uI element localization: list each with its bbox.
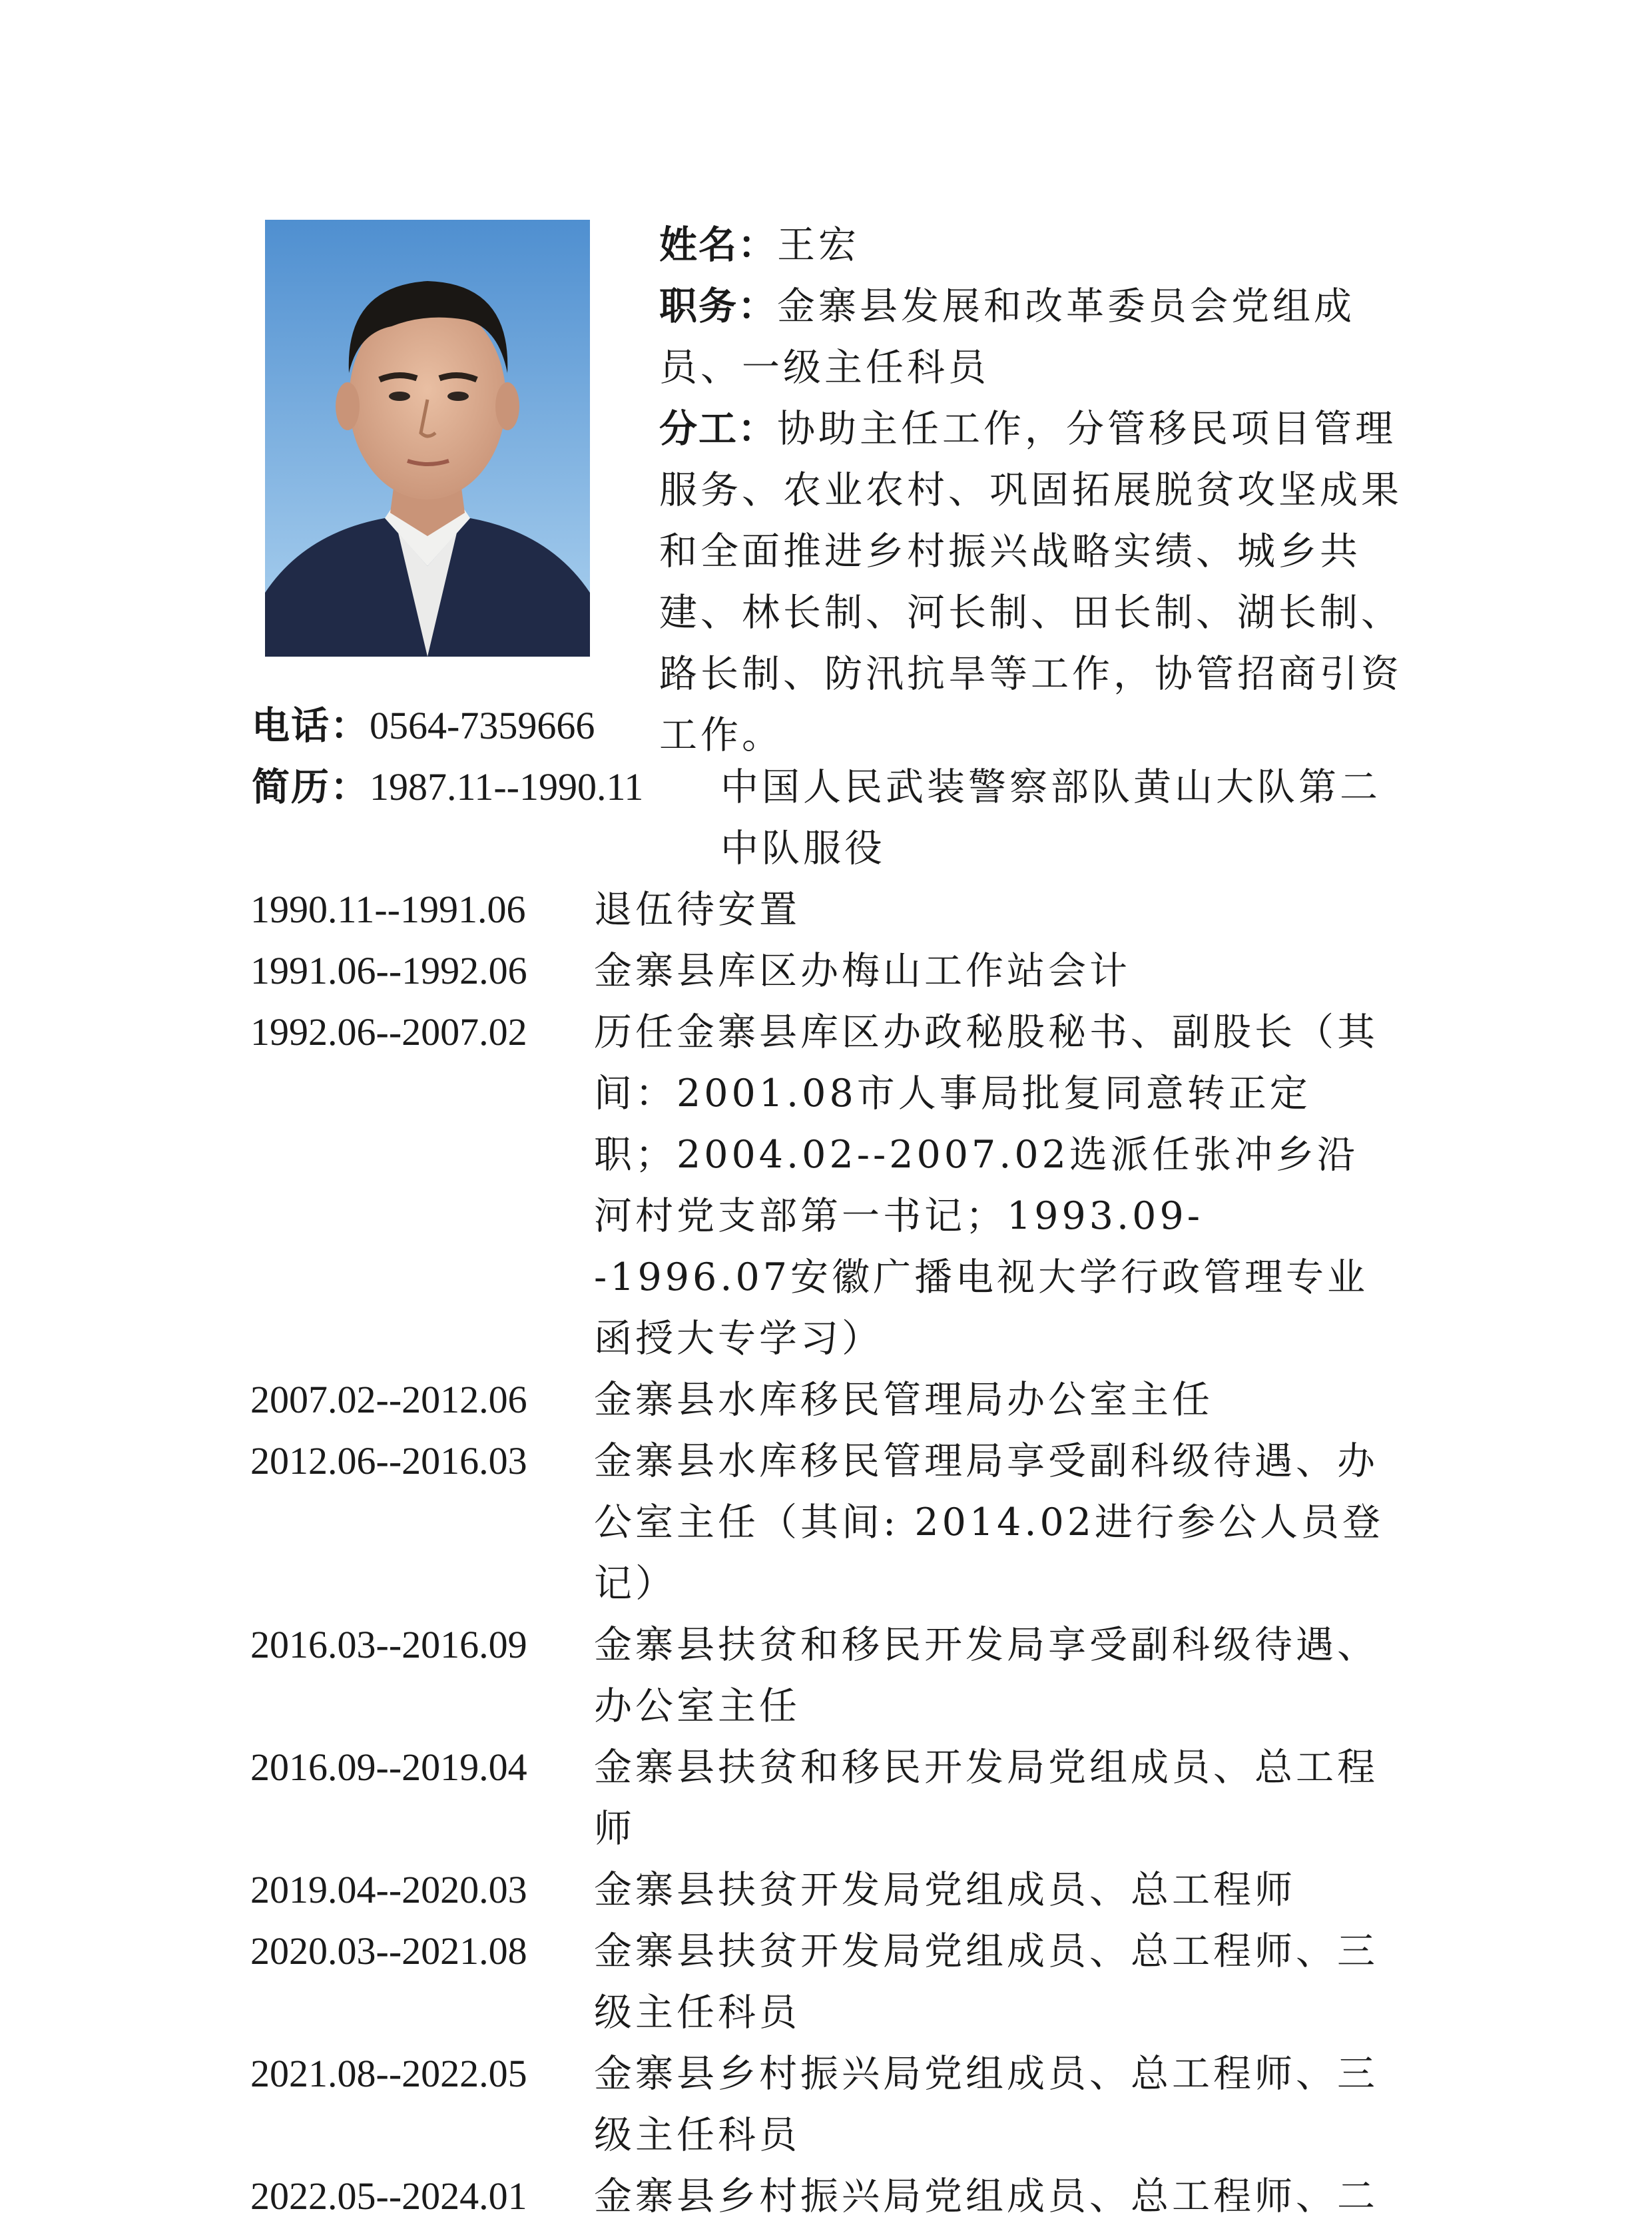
name-value: 王宏	[777, 223, 860, 267]
resume-desc: 退伍待安置	[594, 888, 800, 932]
position-label: 职务：	[659, 284, 777, 328]
resume-desc: 金寨县水库移民管理局享受副科级待遇、办公室主任（其间: 2014.02进行参公人员登记）	[594, 1439, 1384, 1606]
resume-desc: 金寨县库区办梅山工作站会计	[594, 949, 1131, 993]
resume-entry	[250, 1921, 1422, 2043]
resume-desc: 历任金寨县库区办政秘股秘书、副股长（其间：2001.08市人事局批复同意转正定职；2004.02--2007.02选派任张冲乡沿河村党支部第一书记；1993.09--1996.07安徽广播电视大学行政管理专业函授大专学习）	[594, 1010, 1378, 1361]
resume-entry	[250, 940, 1422, 1002]
resume-period: 2021.08--2022.05	[250, 2052, 527, 2095]
resume-period: 1992.06--2007.02	[250, 1010, 527, 1054]
phone-value: 0564-7359666	[370, 704, 595, 747]
resume-desc: 金寨县扶贫开发局党组成员、总工程师	[594, 1868, 1296, 1912]
resume-label-row	[252, 757, 643, 818]
resume-list	[250, 879, 1422, 2227]
duties-row	[659, 398, 1412, 766]
resume-entry	[250, 1431, 1422, 1614]
resume-period: 2016.09--2019.04	[250, 1746, 527, 1789]
resume-desc: 金寨县扶贫和移民开发局党组成员、总工程师	[594, 1746, 1378, 1851]
phone-row	[252, 695, 595, 757]
resume-period: 1987.11--1990.11	[370, 765, 644, 808]
portrait-photo	[265, 220, 590, 657]
profile-info	[659, 214, 1412, 766]
resume-period: 2012.06--2016.03	[250, 1439, 527, 1482]
resume-entry	[250, 1369, 1422, 1431]
resume-entry	[250, 2043, 1422, 2166]
resume-period: 2007.02--2012.06	[250, 1378, 527, 1421]
name-row	[659, 214, 1412, 276]
resume-entry	[250, 1737, 1422, 1859]
resume-desc: 金寨县扶贫开发局党组成员、总工程师、三级主任科员	[594, 1929, 1378, 2035]
duties-value: 协助主任工作，分管移民项目管理服务、农业农村、巩固拓展脱贫攻坚成果和全面推进乡村振兴战略实绩、城乡共建、林长制、河长制、田长制、湖长制、路长制、防汛抗旱等工作，协管招商引资工作。	[659, 407, 1402, 757]
resume-desc: 金寨县乡村振兴局党组成员、总工程师、三级主任科员	[594, 2052, 1378, 2157]
resume-label: 简历：	[252, 765, 370, 809]
resume-entry	[250, 2166, 1422, 2227]
resume-desc: 中国人民武装警察部队黄山大队第二中队服役	[720, 765, 1381, 870]
resume-desc: 金寨县乡村振兴局党组成员、总工程师、二	[594, 2174, 1378, 2218]
duties-label: 分工：	[659, 407, 777, 451]
resume-desc: 金寨县水库移民管理局办公室主任	[594, 1378, 1213, 1422]
resume-entry	[250, 1002, 1422, 1369]
resume-entry	[250, 1614, 1422, 1737]
name-label: 姓名：	[659, 223, 777, 267]
resume-period: 1991.06--1992.06	[250, 949, 527, 992]
position-value: 金寨县发展和改革委员会党组成员、一级主任科员	[659, 284, 1355, 390]
position-row	[659, 276, 1412, 398]
resume-desc: 金寨县扶贫和移民开发局享受副科级待遇、办公室主任	[594, 1623, 1378, 1728]
resume-entry	[250, 1859, 1422, 1921]
resume-period: 2022.05--2024.01	[250, 2174, 527, 2218]
phone-label: 电话：	[252, 704, 370, 748]
resume-period: 2016.03--2016.09	[250, 1623, 527, 1666]
resume-period: 2019.04--2020.03	[250, 1868, 527, 1911]
resume-period: 1990.11--1991.06	[250, 888, 526, 931]
resume-period: 2020.03--2021.08	[250, 1929, 527, 1973]
resume-entry	[250, 879, 1422, 940]
